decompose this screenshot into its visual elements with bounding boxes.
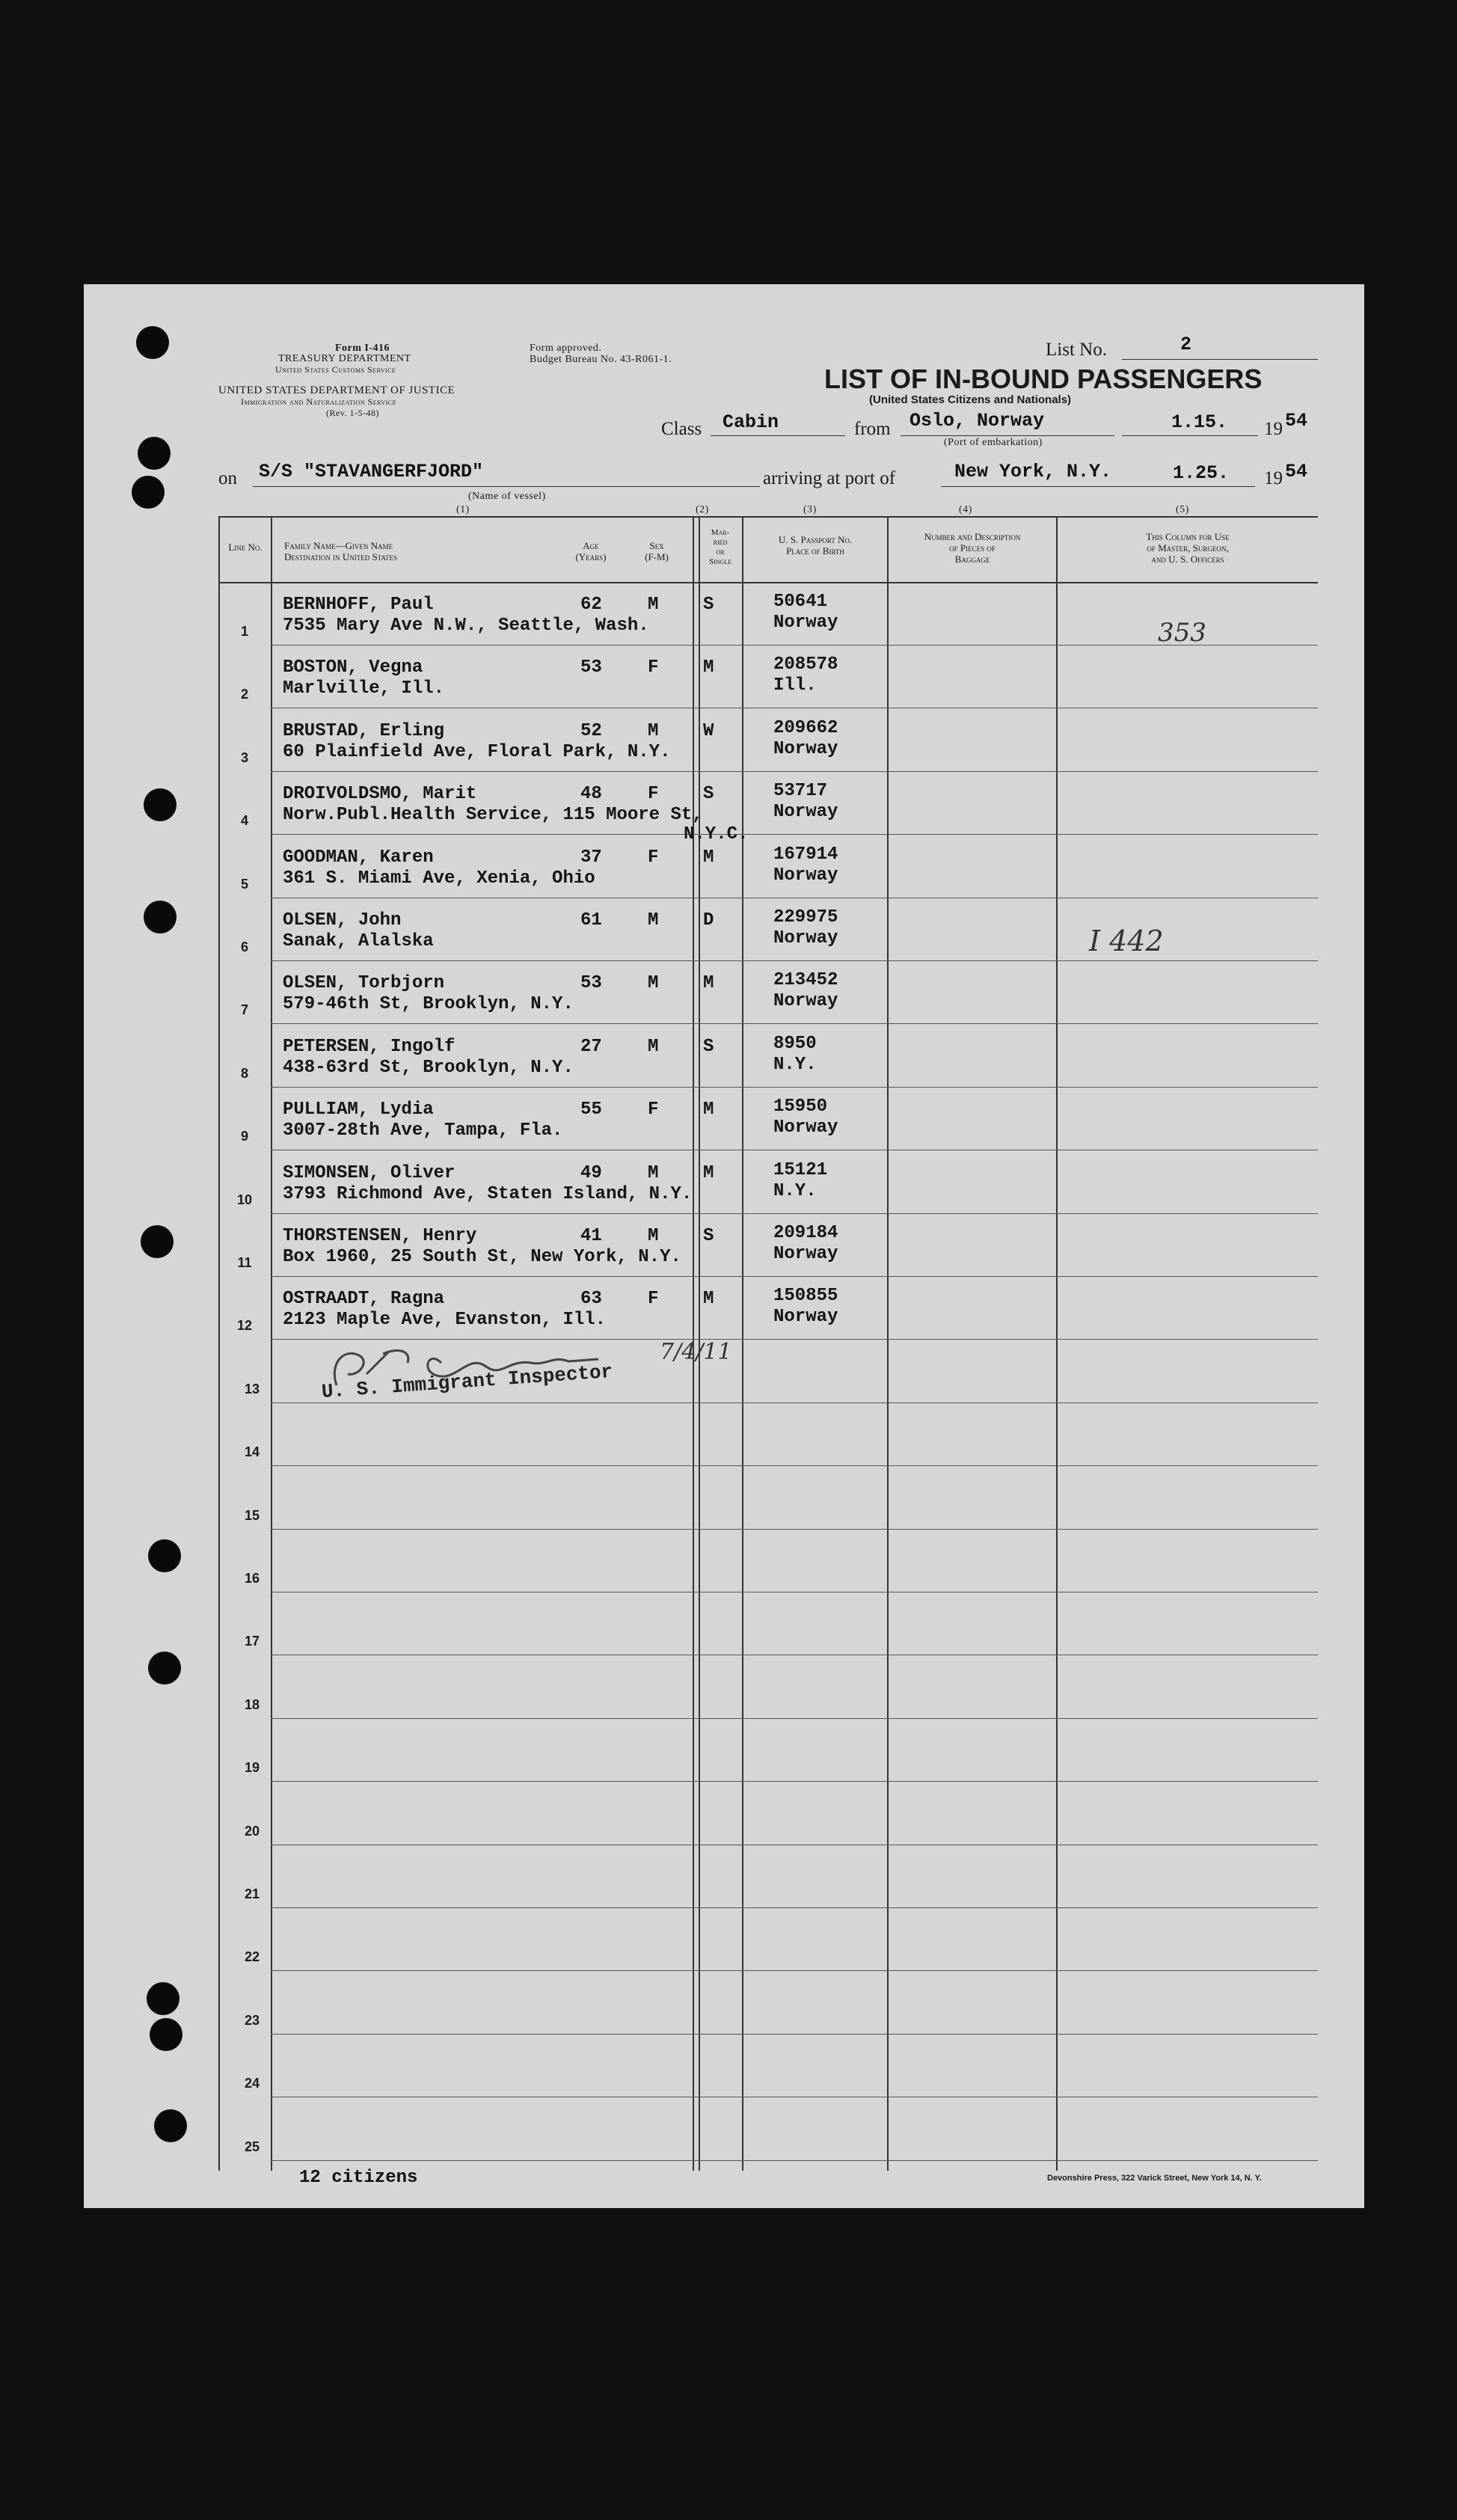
passenger-age: 37 [580,847,602,868]
passenger-marital-status: S [703,784,714,805]
binder-hole [141,1225,174,1258]
passenger-sex: M [648,595,659,615]
passport-number: 53717 [773,781,828,802]
officer-note-442: I 442 [1089,925,1164,957]
passenger-marital-status: S [703,1036,714,1057]
passenger-marital-status: M [703,847,714,868]
passenger-age: 62 [580,595,602,615]
passenger-sex: M [648,1036,659,1057]
passenger-sex: M [648,720,659,741]
place-of-birth: Norway [773,991,838,1012]
place-of-birth: Norway [773,1118,838,1138]
from-value: Oslo, Norway [910,410,1045,432]
place-of-birth: N.Y. [773,1054,817,1075]
passenger-age: 41 [580,1226,602,1246]
passenger-name: PULLIAM, Lydia [283,1100,434,1120]
passport-number: 208578 [773,654,838,675]
list-number-label: List No. [1046,340,1107,360]
budget-bureau: Budget Bureau No. 43-R061-1. [530,354,672,365]
passenger-sex: F [648,1100,659,1120]
line-number: 4 [240,813,248,829]
passenger-name: SIMONSEN, Oliver [283,1162,455,1183]
header-sex: Sex (F-M) [645,540,669,562]
passenger-marital-status: D [703,910,714,931]
passport-number: 8950 [773,1033,817,1054]
line-number: 2 [240,687,248,702]
row-separator [271,1276,1318,1277]
line-number: 9 [240,1129,248,1144]
row-separator [271,1213,1318,1214]
embark-year: 54 [1285,410,1308,432]
passenger-marital-status: M [703,1162,714,1183]
column-index-2: (2) [696,504,709,515]
binder-hole [144,901,177,933]
passenger-age: 48 [580,784,602,805]
passenger-sex: M [648,1226,659,1246]
form-approved: Form approved. [530,343,602,354]
customs-service: United States Customs Service [275,364,396,375]
row-separator [271,1465,1318,1466]
place-of-birth: Norway [773,1307,838,1328]
page-subtitle: (United States Citizens and Nationals) [869,393,1072,406]
list-number-value: 2 [1180,334,1192,355]
line-number: 11 [237,1255,252,1270]
passenger-name: DROIVOLDSMO, Marit [283,784,477,805]
column-index-5: (5) [1176,504,1189,515]
citizens-count: 12 citizens [299,2168,418,2188]
officer-note-353: 353 [1158,618,1206,648]
header-age: Age (Years) [575,540,607,562]
line-number: 1 [240,624,248,639]
passenger-sex: F [648,1289,659,1310]
passenger-name: OLSEN, John [283,910,402,931]
line-number: 6 [240,939,248,954]
line-number: 24 [244,2076,260,2091]
line-number: 16 [244,1571,260,1586]
passenger-age: 55 [580,1100,602,1120]
passenger-destination: 3793 Richmond Ave, Staten Island, N.Y. [283,1183,693,1204]
passenger-name: GOODMAN, Karen [283,847,434,868]
form-number: Form I-416 [335,343,390,354]
binder-hole [138,437,171,470]
arrival-date: 1.25. [1173,462,1230,484]
passenger-sex: F [648,784,659,805]
place-of-birth: Norway [773,613,838,633]
passenger-name: BRUSTAD, Erling [283,720,445,741]
line-number: 3 [240,749,248,765]
place-of-birth: Norway [773,802,838,823]
passenger-destination: 438-63rd St, Brooklyn, N.Y. [283,1057,574,1078]
passport-number: 213452 [773,970,838,991]
passenger-destination: Marlville, Ill. [283,678,445,699]
passenger-age: 53 [580,973,602,994]
page-title: LIST OF IN-BOUND PASSENGERS [824,364,1263,394]
row-separator [271,1970,1318,1971]
place-of-birth: Ill. [773,675,817,696]
passenger-age: 63 [580,1289,602,1310]
row-separator [271,1023,1318,1024]
place-of-birth: Norway [773,928,838,948]
passenger-destination: 361 S. Miami Ave, Xenia, Ohio [283,868,595,889]
passport-number: 15950 [773,1097,828,1118]
place-of-birth: Norway [773,865,838,886]
row-separator [271,834,1318,835]
place-of-birth: N.Y. [773,1180,817,1201]
passenger-sex: M [648,910,659,931]
passenger-sex: F [648,657,659,678]
manifest-page [84,284,1364,2208]
treasury-dept: TREASURY DEPARTMENT [278,353,411,364]
passenger-destination: Sanak, Alalska [283,931,434,951]
header-passport: U. S. Passport No. Place of Birth [778,534,853,557]
line-number: 12 [236,1318,253,1334]
row-separator [271,1781,1318,1782]
embark-caption: (Port of embarkation) [944,437,1043,448]
line-number: 13 [244,1381,260,1397]
passenger-name: BOSTON, Vegna [283,657,423,678]
passenger-name: BERNHOFF, Paul [283,595,434,615]
row-separator [271,2160,1318,2161]
row-separator [271,2034,1318,2035]
line-number: 21 [244,1886,260,1901]
passenger-age: 52 [580,720,602,741]
binder-hole [136,326,169,359]
passenger-marital-status: M [703,1100,714,1120]
line-number: 8 [240,1065,248,1081]
on-label: on [218,468,237,488]
passenger-marital-status: M [703,1289,714,1310]
arriving-label: arriving at port of [763,468,896,488]
passenger-destination: 3007-28th Ave, Tampa, Fla. [283,1120,563,1141]
passenger-destination: 579-46th St, Brooklyn, N.Y. [283,994,574,1015]
passport-number: 209184 [773,1223,838,1243]
line-number: 23 [244,2012,260,2028]
line-number: 20 [244,1823,260,1839]
binder-hole [150,2018,182,2051]
vessel-name: S/S "STAVANGERFJORD" [259,461,484,482]
passport-number: 209662 [773,717,838,738]
row-separator [271,771,1318,772]
passport-number: 167914 [773,844,838,865]
class-label: Class [661,419,702,439]
form-revision: (Rev. 1-5-48) [326,408,380,418]
passenger-marital-status: M [703,657,714,678]
binder-hole [132,476,165,509]
inspector-stamp: U. S. Immigrant Inspector [320,1360,614,1403]
header-baggage: Number and Description of Pieces of Baggage [924,531,1021,565]
row-separator [271,1718,1318,1719]
line-number: 25 [244,2139,260,2154]
binder-hole [148,1652,181,1684]
line-number: 19 [244,1760,260,1776]
place-of-birth: Norway [773,738,838,759]
passenger-marital-status: W [703,720,714,741]
printer-credit: Devonshire Press, 322 Varick Street, New York 14, N. Y. [1047,2174,1262,2183]
passenger-name: PETERSEN, Ingolf [283,1036,455,1057]
passenger-name: OLSEN, Torbjorn [283,973,445,994]
justice-dept: UNITED STATES DEPARTMENT OF JUSTICE [218,384,455,396]
arrival-year: 54 [1285,461,1308,482]
signature-date: 7/4/11 [660,1339,732,1365]
row-separator [271,1529,1318,1530]
passenger-name: THORSTENSEN, Henry [283,1226,477,1246]
vessel-caption: (Name of vessel) [468,491,546,502]
line-number: 7 [240,1002,248,1018]
passenger-destination: Box 1960, 25 South St, New York, N.Y. [283,1247,681,1267]
header-name-destination: Family Name—Given Name Destination in United States [284,540,398,562]
passenger-name: OSTRAADT, Ragna [283,1289,445,1310]
row-separator [271,960,1318,961]
row-separator [271,1402,1318,1403]
column-index-3: (3) [803,504,817,515]
passenger-marital-status: S [703,595,714,615]
column-index-1: (1) [456,504,470,515]
class-value: Cabin [723,411,779,433]
embark-date: 1.15. [1171,411,1228,433]
passenger-destination: Norw.Publ.Health Service, 115 Moore St, [283,805,703,826]
passenger-sex: M [648,973,659,994]
place-of-birth: Norway [773,1244,838,1264]
line-number: 22 [244,1949,260,1965]
header-line-no: Line No. [228,542,263,553]
passenger-sex: F [648,847,659,868]
row-separator [271,1907,1318,1908]
from-label: from [854,419,891,439]
line-number: 17 [244,1634,260,1649]
passenger-age: 27 [580,1036,602,1057]
line-number: 15 [244,1507,260,1523]
passenger-sex: M [648,1162,659,1183]
passenger-age: 61 [580,910,602,931]
passenger-age: 53 [580,657,602,678]
passenger-marital-status: S [703,1226,714,1246]
passenger-destination-cont: N.Y.C. [684,824,749,845]
passport-number: 150855 [773,1286,838,1307]
passport-number: 15121 [773,1159,828,1180]
ins-service: Immigration and Naturalization Service [241,396,397,407]
binder-hole [154,2109,187,2142]
passport-number: 229975 [773,907,838,928]
line-number: 18 [244,1696,260,1712]
line-number: 14 [244,1444,260,1460]
passenger-destination: 60 Plainfield Ave, Floral Park, N.Y. [283,741,671,762]
binder-hole [144,788,177,821]
arrival-port: New York, N.Y. [954,461,1112,482]
header-married: Mar- ried or Single [708,528,732,566]
line-number: 10 [236,1192,253,1207]
line-number: 5 [240,876,248,892]
arrival-year-prefix: 19 [1264,468,1283,488]
binder-hole [147,1982,180,2015]
row-separator [271,1087,1318,1088]
passport-number: 50641 [773,592,828,612]
column-index-4: (4) [959,504,972,515]
passenger-marital-status: M [703,973,714,994]
passenger-destination: 2123 Maple Ave, Evanston, Ill. [283,1310,607,1331]
header-officers: This Column for Use of Master, Surgeon, and U. S. Officers [1146,531,1230,565]
embark-year-prefix: 19 [1264,419,1283,439]
passenger-destination: 7535 Mary Ave N.W., Seattle, Wash. [283,616,649,636]
binder-hole [148,1539,181,1572]
passenger-age: 49 [580,1162,602,1183]
